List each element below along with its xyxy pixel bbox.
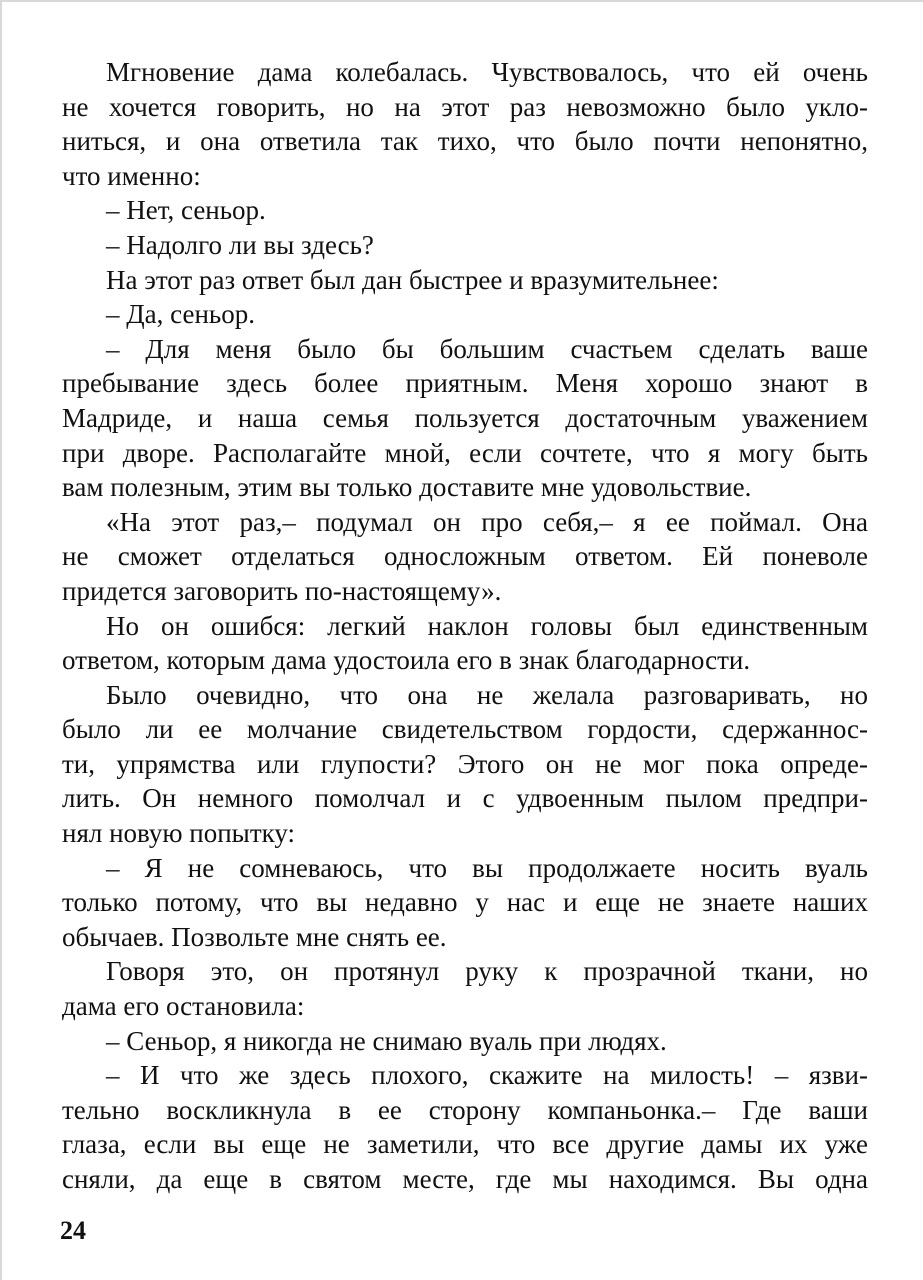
text-line: – Да, сеньор. <box>106 299 255 330</box>
text-line: только потому, что вы недавно у нас и еще не знаете наших <box>62 887 868 918</box>
text-line: ти, упрямства или глупости? Этого он не мог пока опреде- <box>62 748 868 779</box>
text-line: тельно воскликнула в ее сторону компаньонка.– Где ваши <box>62 1094 868 1125</box>
text-line: – Для меня было бы большим счастьем сделать ваше <box>106 333 868 364</box>
text-line: ниться, и она ответила так тихо, что было почти непонятно, <box>62 126 868 157</box>
text-line: сняли, да еще в святом месте, где мы находимся. Вы одна <box>62 1164 868 1194</box>
text-line: Мадриде, и наша семья пользуется достаточным уважением <box>62 402 868 433</box>
text-line: Было очевидно, что она не желала разговаривать, но <box>106 679 868 710</box>
text-line: – Нет, сеньор. <box>106 195 266 226</box>
text-line: На этот раз ответ был дан быстрее и вразумительнее: <box>106 264 719 295</box>
body-text <box>62 55 868 1197</box>
text-line: не хочется говорить, но на этот раз невозможно было укло- <box>62 91 868 122</box>
text-line: – И что же здесь плохого, скажите на милость! – язви- <box>106 1060 868 1091</box>
text-line: Говоря это, он протянул руку к прозрачной ткани, но <box>106 956 868 987</box>
text-line: Но он ошибся: легкий наклон головы был единственным <box>106 610 868 641</box>
text-line: пребывание здесь более приятным. Меня хорошо знают в <box>62 368 868 399</box>
text-line: что именно: <box>62 160 201 191</box>
text-line: – Надолго ли вы здесь? <box>106 229 374 260</box>
text-line: придется заговорить по-настоящему». <box>62 575 502 606</box>
text-line: – Сеньор, я никогда не снимаю вуаль при людях. <box>106 1025 667 1056</box>
text-line: обычаев. Позвольте мне снять ее. <box>62 921 447 952</box>
text-line: при дворе. Располагайте мной, если сочтете, что я могу быть <box>62 437 868 468</box>
text-line: дама его остановила: <box>62 991 305 1022</box>
text-line: «На этот раз,– подумал он про себя,– я ее поймал. Она <box>106 506 868 537</box>
text-line: глаза, если вы еще не заметили, что все другие дамы их уже <box>62 1129 868 1160</box>
text-line: Мгновение дама колебалась. Чувствовалось, что ей очень <box>106 57 868 87</box>
text-line: ответом, которым дама удостоила его в знак благодарности. <box>62 645 751 676</box>
text-line: вам полезным, этим вы только доставите мне удовольствие. <box>62 472 752 503</box>
text-line: лить. Он немного помолчал и с удвоенным пылом предпри- <box>62 783 868 814</box>
text-line: нял новую попытку: <box>62 818 296 849</box>
text-line: было ли ее молчание свидетельством гордости, сдержаннос- <box>62 714 868 745</box>
text-line: – Я не сомневаюсь, что вы продолжаете носить вуаль <box>106 852 868 883</box>
text-line: не сможет отделаться односложным ответом. Ей поневоле <box>62 541 868 572</box>
page-number: 24 <box>60 1216 86 1245</box>
